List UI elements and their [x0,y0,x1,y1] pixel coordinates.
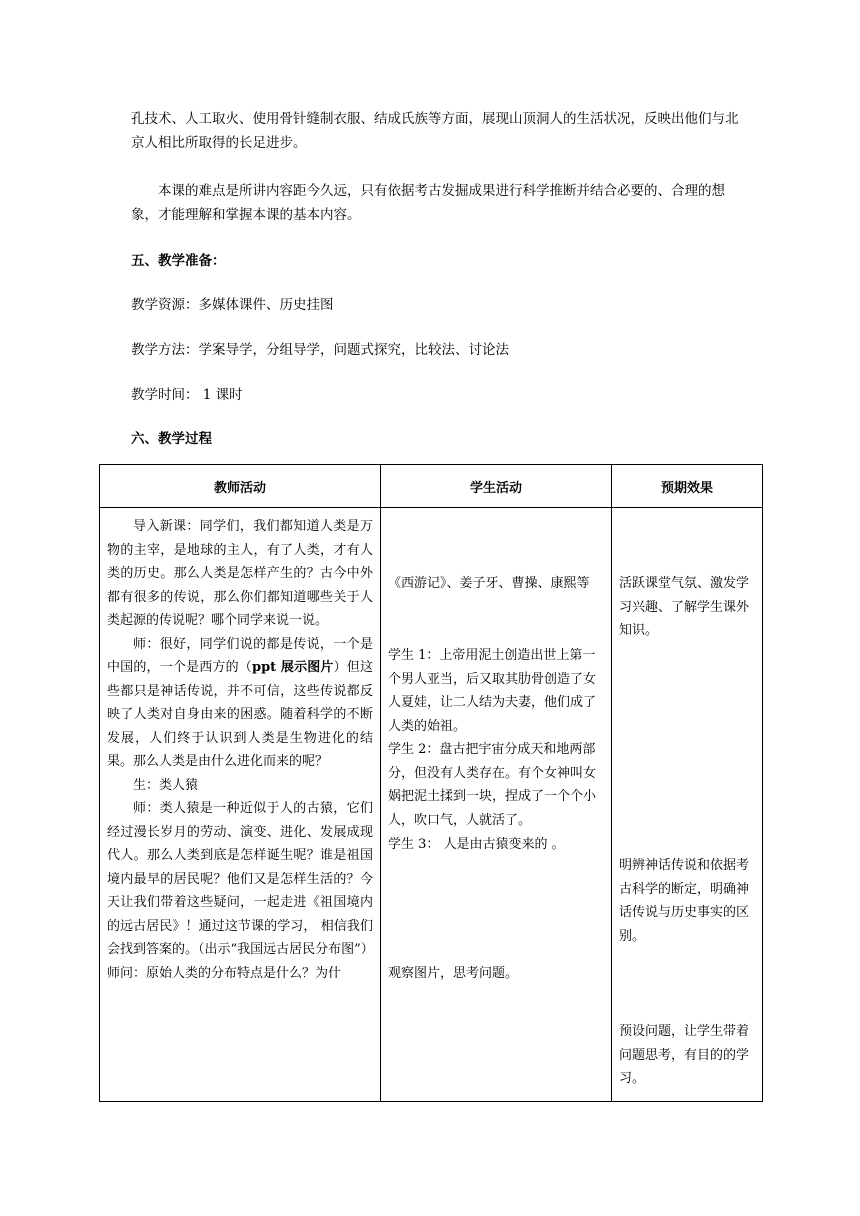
student-activity-cell [381,508,612,1102]
table-header-row [100,465,763,508]
expected-effect-cell [612,508,763,1102]
teacher-question: 师问：原始人类的分布特点是什么？为什 [107,965,342,981]
teacher-activity-cell [100,508,381,1102]
intro-paragraph-1: 孔技术、人工取火、使用骨针缝制衣服、结成氏族等方面，展现山顶洞人的生活状况，反映出他们与北京人相比所取得的长足进步。 [131,111,739,151]
teaching-process-table [99,464,763,1102]
teacher-remark-2: 师：类人猿是一种近似于人的古猿，它们经过漫长岁月的劳动、演变、进化、发展成现代人。那么人类到底是怎样诞生呢？谁是祖国境内最早的居民呢？他们又是怎样生活的？今天让我们带着这些疑问，一起走进《祖国境内的远古居民》！通过这节课的学习， 相信我们会找到答案的。（出示“我国远古居民分布图”） [107,801,374,957]
table-row [100,508,763,1102]
teacher-intro: 导入新课：同学们，我们都知道人类是万物的主宰，是地球的主人，有了人类，才有人类的历史。那么人类是怎样产生的？古今中外都有很多的传说，那么你们都知道哪些关于人类起源的传说呢？哪个同学来说一说。 [107,519,373,628]
student-observe: 观察图片，思考问题。 [388,966,519,981]
effect-1: 活跃课堂气氛、激发学习兴趣、了解学生课外知识。 [619,576,750,638]
teaching-resources: 教学资源：多媒体课件、历史挂图 [131,297,334,313]
teacher-remark-1c: ）但这些都只是神话传说，并不可信，这些传说都反映了人类对自身由来的困惑。随着科学的不断发展，人们终于认识到人类是生物进化的结果。那么人类是由什么进化而来的呢？ [107,660,373,769]
effect-2: 明辨神话传说和依据考古科学的断定，明确神话传说与历史事实的区别。 [619,858,750,944]
student-legends: 《西游记》、姜子牙、曹操、康熙等 [388,576,590,591]
header-teacher-activity: 教师活动 [100,465,381,508]
student-3-answer: 学生 3： 人是由古猿变来的 。 [388,837,565,852]
intro-paragraph-2: 本课的难点是所讲内容距今久远，只有依据考古发掘成果进行科学推断并结合必要的、合理的想象，才能理解和掌握本课的基本内容。 [131,183,725,223]
ppt-show-note: ppt 展示图片 [252,660,334,675]
teaching-methods: 教学方法：学案导学，分组导学，问题式探究，比较法、讨论法 [131,342,509,358]
teacher-remark-1 [100,633,380,774]
effect-3: 预设问题，让学生带着问题思考，有目的的学习。 [619,1024,750,1086]
section-6-heading: 六、教学过程 [131,431,212,447]
header-expected-effect: 预期效果 [612,465,763,508]
student-1-answer: 学生 1：上帝用泥土创造出世上第一个男人亚当，后又取其肋骨创造了女人夏娃，让二人结为夫妻，他们成了人类的始祖。 [388,648,597,734]
student-answer: 生：类人猿 [133,777,199,793]
teacher-remark-1a: 师：很好，同学们说的都是传说，一个是中国的，一个是西方的（ [107,636,373,675]
teaching-time: 教学时间： 1 课时 [131,387,243,403]
section-5-heading: 五、教学准备： [131,253,226,269]
header-student-activity: 学生活动 [381,465,612,508]
student-2-answer: 学生 2：盘古把宇宙分成天和地两部分，但没有人类存在。有个女神叫女娲把泥土揉到一块，捏成了一个个小人，吹口气，人就活了。 [388,742,597,828]
